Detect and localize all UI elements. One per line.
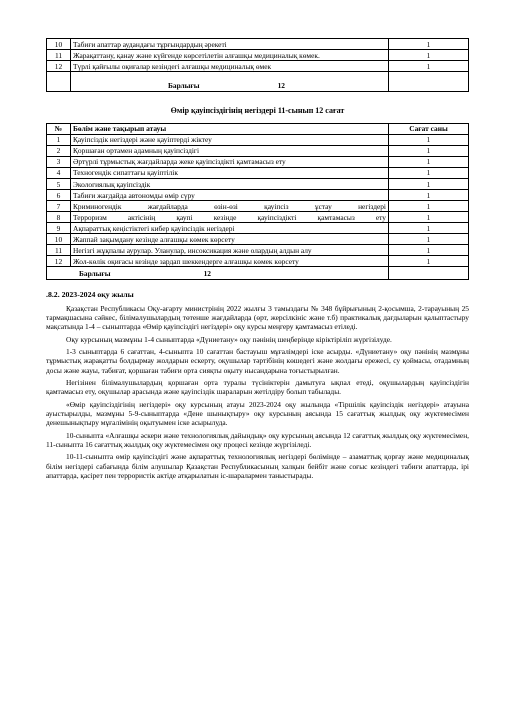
row-hours: 1 bbox=[389, 167, 469, 178]
row-topic: Қауіпсіздік негіздері және қауіптерді жіктеу bbox=[71, 134, 389, 145]
row-topic: Қоршаған ортамен адамның қауіпсіздігі bbox=[71, 145, 389, 156]
table-row bbox=[47, 190, 469, 201]
row-hours: 1 bbox=[389, 223, 469, 234]
row-number: 5 bbox=[47, 179, 71, 190]
row-topic: Жол-көлік оқиғасы кезінде зардап шеккендерге алғашқы көмек көрсету bbox=[71, 256, 389, 267]
table-row bbox=[47, 245, 469, 256]
table-body bbox=[47, 39, 469, 72]
body-text bbox=[46, 304, 469, 480]
row-hours: 1 bbox=[389, 201, 469, 212]
row-topic: Экологиялық қауіпсіздік bbox=[71, 179, 389, 190]
row-number: 12 bbox=[47, 61, 71, 72]
row-number: 7 bbox=[47, 201, 71, 212]
table-row bbox=[47, 256, 469, 267]
row-topic: Негізгі жұқпалы аурулар. Уланулар, инсоксикация және олардың алдын алу bbox=[71, 245, 389, 256]
row-topic: Табиғи апаттар аудандағы тұрғындардың әрекеті bbox=[71, 39, 389, 50]
table-body bbox=[47, 134, 469, 266]
row-number: 3 bbox=[47, 156, 71, 167]
row-topic: Табиғи жағдайда автономды өмір сүру bbox=[71, 190, 389, 201]
row-number: 1 bbox=[47, 134, 71, 145]
row-topic: Әртүрлі тұрмыстық жағдайларда жеке қауіпсіздікті қамтамасыз ету bbox=[71, 156, 389, 167]
row-hours: 1 bbox=[389, 179, 469, 190]
table-row bbox=[47, 179, 469, 190]
section-heading: .8.2. 2023-2024 оқу жылы bbox=[46, 290, 134, 300]
row-number: 10 bbox=[47, 39, 71, 50]
row-hours: 1 bbox=[389, 50, 469, 61]
total-row bbox=[47, 72, 469, 92]
row-hours: 1 bbox=[389, 245, 469, 256]
total-cell bbox=[71, 72, 389, 92]
row-topic: Ақпараттық кеңістіктегі кибер қауіпсіздік негіздері bbox=[71, 223, 389, 234]
table-grade-10-continued bbox=[46, 38, 469, 92]
table-row bbox=[47, 167, 469, 178]
row-number: 11 bbox=[47, 245, 71, 256]
section-title: Өмір қауіпсіздігінің негіздері 11-сынып 12 сағат bbox=[170, 106, 345, 116]
row-hours: 1 bbox=[389, 39, 469, 50]
table-row bbox=[47, 156, 469, 167]
row-number: 10 bbox=[47, 234, 71, 245]
paragraph: Қазақстан Республикасы Оқу-ағарту министрінің 2022 жылғы 3 тамыздағы № 348 бұйрығының 2-қосымша, 2-тарауының 25 тармақшасына сәйкес, білімалушылардың төтенше жағдайларда (өрт, жерсілкініс және т.б) практикалық дағдыларын қалыптастыру мақсатында 1-4 – сыныптарда «Өмір қауіпсіздігі негіздері» оқу курсы меңгеру қамтамасыз етіледі. bbox=[46, 303, 469, 332]
row-topic: Түрлі қайғылы оқиғалар кезіндегі алғашқы медициналық өмек bbox=[71, 61, 389, 72]
row-topic: Жарақаттану, қанау және күйгенде көрсетілетін алғашқы медициналық көмек. bbox=[71, 50, 389, 61]
table-row bbox=[47, 234, 469, 245]
paragraph: 1-3 сыныптарда 6 сағаттан, 4-сыныпта 10 сағаттан бастауыш мұғалімдері іске асырды. «Дүниетану» оқу пәнінің мазмұны тұрмыстық жарақатты болдырмау жолдарын ескерту, оқушылар тәртібінің көшедегі және жолдағы ережесі, су қоймасы, отадамның досы және жауы, табиғат, қоршаған табиғи орта сияқты оқыту нысандарына тоғыстырылған. bbox=[46, 347, 469, 375]
paragraph: 10-11-сыныпта өмір қауіпсіздігі және ақпараттық технологиялық негіздері бөлімінде – азаматтық қорғау және медициналық білім негіздері сабағында білім алушылар Қазақстан Республикасының халқын бейбіт және соғыс кезіндегі табиғи апаттарда, ірі апаттарда, қасірет пен террористік актіде атқарылатын іс-шаралармен таныстырады. bbox=[46, 452, 469, 480]
row-topic: Криминогендік жағдайларда өзін-өзі қауіпсіз ұстау негіздері bbox=[71, 201, 389, 212]
row-number: 8 bbox=[47, 212, 71, 223]
table-row bbox=[47, 50, 469, 61]
total-value: 12 bbox=[277, 81, 285, 91]
row-hours: 1 bbox=[389, 234, 469, 245]
header-hours: Сағат саны bbox=[389, 123, 469, 134]
table-row bbox=[47, 201, 469, 212]
total-value: 12 bbox=[203, 269, 211, 279]
row-hours: 1 bbox=[389, 256, 469, 267]
row-number: 9 bbox=[47, 223, 71, 234]
row-number: 2 bbox=[47, 145, 71, 156]
row-hours: 1 bbox=[389, 156, 469, 167]
row-topic: Техногендік сипаттағы қауіптілік bbox=[71, 167, 389, 178]
table-row bbox=[47, 223, 469, 234]
paragraph: Оқу курсының мазмұны 1-4 сыныптарда «Дүниетану» оқу пәнінің шеңберінде кіріктіріліп жүргізілуде. bbox=[66, 334, 392, 344]
row-number: 4 bbox=[47, 167, 71, 178]
table-row bbox=[47, 134, 469, 145]
row-topic: Жаппай зақымдану кезінде алғашқы көмек көрсету bbox=[71, 234, 389, 245]
paragraph: Негізінен білімалушылардың қоршаған орта туралы түсініктерін дамытуға ықпал етеді, оқушылардың қауіпсіздігін қамтамасыз ету, оқушылар арасында және қауіпсіздік шараларын жетілдіру болып табылады. bbox=[46, 378, 469, 397]
row-hours: 1 bbox=[389, 190, 469, 201]
header-topic: Бөлім және тақырып атауы bbox=[71, 123, 389, 134]
paragraph: 10-сыныпта «Алғашқы әскери және технологиялық дайындық» оқу курсының аясында 12 сағаттық жылдық оқу жүктемесімен, 11-сыныпта 16 сағаттық жылдық оқу жүктемесімен оқу процесі кезінде жүргізіледі. bbox=[46, 430, 469, 449]
table-row bbox=[47, 61, 469, 72]
row-number: 11 bbox=[47, 50, 71, 61]
header-number: № bbox=[47, 123, 71, 134]
total-cell bbox=[47, 267, 389, 280]
row-hours: 1 bbox=[389, 134, 469, 145]
row-topic: Терроризм актісінің қаупі кезінде қауіпсіздікті қамтамасыз ету bbox=[71, 212, 389, 223]
total-label: Барлығы bbox=[79, 269, 111, 279]
table-header-row bbox=[47, 123, 469, 134]
row-number: 12 bbox=[47, 256, 71, 267]
row-number: 6 bbox=[47, 190, 71, 201]
table-grade-11 bbox=[46, 123, 469, 280]
table-row bbox=[47, 212, 469, 223]
table-row bbox=[47, 145, 469, 156]
row-hours: 1 bbox=[389, 61, 469, 72]
total-row bbox=[47, 267, 469, 280]
paragraph: «Өмір қауіпсіздігінің негіздері» оқу курсының атауы 2023-2024 оқу жылында «Тіршілік қауіпсіздік негіздері» атауына ауыстырылды, мазмұны 5-9-сыныптарда «Дене шынықтыру» оқу курсының аясында 15 сағаттық жылдық оқу жүктемесімен денешынықтыру мұғалімінің оқытуымен іске асырылуда. bbox=[46, 399, 469, 428]
row-hours: 1 bbox=[389, 212, 469, 223]
table-row bbox=[47, 39, 469, 50]
row-hours: 1 bbox=[389, 145, 469, 156]
total-label: Барлығы bbox=[168, 81, 200, 91]
